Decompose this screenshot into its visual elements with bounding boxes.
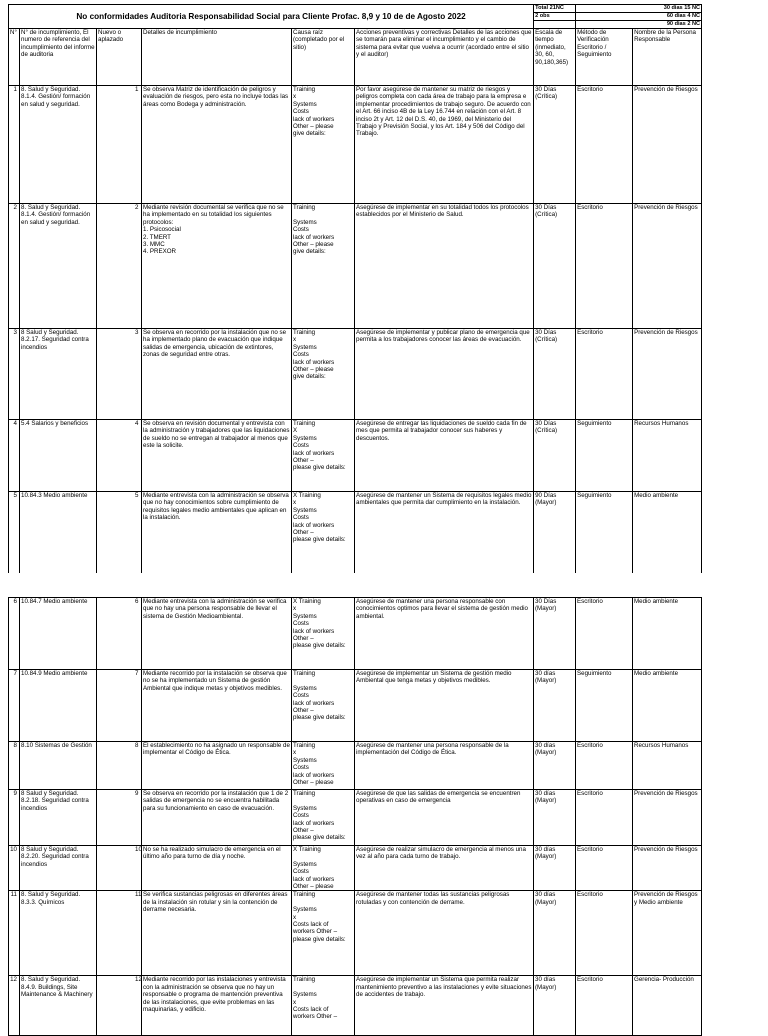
row-number: 5 — [9, 492, 20, 581]
table-row — [9, 598, 702, 670]
verification-method: Escritorio — [576, 891, 633, 976]
corrective-action: Asegúrese de mantener un Sistema de requisitos legales medio ambientales que permita dar cumplimiento en la instalación. — [355, 492, 534, 581]
root-cause — [292, 846, 355, 891]
corrective-action: Asegúrese de mantener una persona responsable con conocimientos optimos para llevar el sistema de gestión medio ambiental. — [355, 598, 534, 670]
responsible-person: Gerencia- Producción — [633, 976, 702, 1036]
row-number: 6 — [9, 598, 20, 670]
responsible-person: Recursos Humanos — [633, 420, 702, 492]
verification-method: Escritorio — [576, 598, 633, 670]
total-90-days: 90 dias 2 NC — [576, 21, 702, 29]
requirement-reference: 10.84.9 Medio ambiente — [20, 670, 97, 742]
new-or-deferred — [97, 891, 142, 976]
table-row — [9, 86, 702, 204]
document-title: No conformidades Auditoria Responsabilidad Social para Cliente Profac. 8,9 y 10 de de Agosto 2022 — [9, 5, 534, 29]
detail-text: Mediante recorrido por las instalaciones y entrevista con la administración se observa que no hay un responsable o programa de mantención preventiva de las instalaciones, que evite problemas en las maquinarias, y edificio. — [143, 976, 290, 1013]
detail-text: Mediante recorrido por la instalación se observa que no se ha implementado un Sistema de gestión Ambiental que indique metas y objetivos medibles. — [143, 670, 290, 692]
detail-text: Se observa en recorrido por la instalación que no se ha implementado plano de evacuación que indique salidas de emergencia, ubicación de extintores, zonas de seguridad entre otras. — [143, 329, 290, 359]
responsible-person: Prevención de Riesgos — [633, 204, 702, 329]
verification-method: Seguimiento — [576, 670, 633, 742]
responsible-person: Medio ambiente — [633, 670, 702, 742]
new-or-deferred — [97, 420, 142, 492]
requirement-reference: 8 Salud y Seguridad. 8.2.20. Seguridad contra incendios — [20, 846, 97, 891]
time-scale: 30 días (Mayor) — [534, 670, 576, 742]
time-scale: 30 Días (Crítica) — [534, 329, 576, 420]
root-cause-text: X Training x Systems Costs lack of workers Other – please give details: — [293, 492, 353, 544]
header-detalles: Detalles de incumplimiento — [142, 29, 292, 86]
header-causa: Causa raíz (completado por el sitio) — [292, 29, 355, 86]
table-row — [9, 492, 702, 581]
requirement-reference: 8 Salud y Seguridad. 8.2.18. Seguridad contra incendios — [20, 790, 97, 846]
sheet-page-2 — [8, 597, 701, 1036]
empty-cell — [534, 21, 576, 29]
root-cause — [292, 420, 355, 492]
corrective-action: Asegúrese de entregar las liquidaciones de sueldo cada fin de mes que permita al trabajador conocer sus haberes y descuentos. — [355, 420, 534, 492]
responsible-person: Recursos Humanos — [633, 742, 702, 790]
header-acciones: Acciones preventivas y correctivas Detalles de las acciones que se tomarán para eliminar el incumplimiento y el cambio de sistema para evitar que vuelva a ocurrir (acordado entre el sitio y el auditor) — [355, 29, 534, 86]
nonconformity-detail: 5 Mediante entrevista con la administración se observa que no hay conocimientos sobre cumplimiento de requisitos legales medio ambientales que aplican en la instalación. — [142, 492, 292, 581]
row-number: 8 — [9, 742, 20, 790]
detail-text: No se ha realizado simulacro de emergencia en el último año para turno de día y noche. — [143, 846, 290, 861]
requirement-reference: 8. Salud y Seguridad. 8.4.9. Buildings, Site Maintenance & Machinery — [20, 976, 97, 1036]
table-row — [9, 420, 702, 492]
nonconformity-detail: 3 Se observa en recorrido por la instalación que no se ha implementado plano de evacuación que indique salidas de emergencia, ubicación de extintores, zonas de seguridad entre otras. — [142, 329, 292, 420]
corrective-action: Asegúrese de implementar y publicar plano de emergencia que permita a los trabajadores conocer las áreas de evacuación. — [355, 329, 534, 420]
time-scale: 30 días (Mayor) — [534, 742, 576, 790]
root-cause — [292, 742, 355, 790]
header-nombre: Nombre de la Persona Responsable — [633, 29, 702, 86]
new-or-deferred — [97, 492, 142, 581]
requirement-reference: 10.84.3 Medio ambiente — [20, 492, 97, 581]
header-ref: N° de incumplimiento, El numero de referencia del incumplimiento del informe de auditoria — [20, 29, 97, 86]
detail-text: Se observa en recorrido por la instalación que 1 de 2 salidas de emergencia no se encuentra habilitada para su funcionamiento en caso de evacuación. — [143, 790, 290, 812]
nonconformity-detail: 11 Se verifica sustancias peligrosas en diferentes áreas de la instalación sin rotular y sin la contención de derrame necesaria. — [142, 891, 292, 976]
new-or-deferred — [97, 598, 142, 670]
new-or-deferred — [97, 670, 142, 742]
nonconformity-detail: 2 Mediante revisión documental se verifica que no se ha implementado en su totalidad los siguientes protocolos: 1. Psicosocial 2. TMERT 3. MMC 4. PREXOR — [142, 204, 292, 329]
table-row — [9, 204, 702, 329]
verification-method: Escritorio — [576, 846, 633, 891]
verification-method: Seguimiento — [576, 492, 633, 581]
requirement-reference: 8. Salud y Seguridad. 8.1.4. Gestión/ formación en salud y seguridad. — [20, 86, 97, 204]
time-scale: 30 días (Mayor) — [534, 976, 576, 1036]
header-n: N° — [9, 29, 20, 86]
total-60-days: 60 dias 4 NC — [576, 13, 702, 21]
page-break — [0, 573, 768, 597]
root-cause — [292, 598, 355, 670]
detail-text: El establecimiento no ha asignado un responsable de implementar el Código de Ética. — [143, 742, 290, 757]
total-obs: 2 obs — [534, 13, 576, 21]
time-scale: 30 días (Mayor) — [534, 846, 576, 891]
requirement-reference: 8 Salud y Seguridad. 8.2.17. Seguridad contra incendios — [20, 329, 97, 420]
root-cause-text: Training Systems Costs lack of workers Other – please give details: — [293, 204, 353, 256]
requirement-reference: 10.84.7 Medio ambiente — [20, 598, 97, 670]
time-scale: 30 Días (Mayor) — [534, 598, 576, 670]
table-row — [9, 790, 702, 846]
row-number: 9 — [9, 790, 20, 846]
responsible-person: Prevención de Riesgos y Medio ambiente — [633, 891, 702, 976]
new-or-deferred — [97, 976, 142, 1036]
responsible-person: Prevención de Riesgos — [633, 329, 702, 420]
requirement-reference: 8.10 Sistemas de Gestión — [20, 742, 97, 790]
verification-method: Escritorio — [576, 204, 633, 329]
root-cause-text: Training x Systems Costs lack of workers Other – please give details: — [293, 329, 353, 381]
row-number: 2 — [9, 204, 20, 329]
nonconformity-detail: 8 El establecimiento no ha asignado un responsable de implementar el Código de Ética. — [142, 742, 292, 790]
table-row — [9, 670, 702, 742]
responsible-person: Prevención de Riesgos — [633, 846, 702, 891]
detail-text: Mediante entrevista con la administración se observa que no hay conocimientos sobre cumplimiento de requisitos legales medio ambientales que aplican en la instalación. — [143, 492, 290, 522]
verification-method: Seguimiento — [576, 420, 633, 492]
root-cause — [292, 492, 355, 581]
root-cause-text: X Training Systems Costs lack of workers Other – please — [293, 846, 353, 890]
verification-method: Escritorio — [576, 742, 633, 790]
row-number: 3 — [9, 329, 20, 420]
header-nuevo: Nuevo o aplazado — [97, 29, 142, 86]
corrective-action: Asegúrese de implementar en su totalidad todos los protocolos establecidos por el Ministerio de Salud. — [355, 204, 534, 329]
time-scale: 30 días (Mayor) — [534, 891, 576, 976]
requirement-reference: 5.4 Salarios y beneficios — [20, 420, 97, 492]
requirement-reference: 8. Salud y Seguridad. 8.3.3. Químicos — [20, 891, 97, 976]
root-cause-text: X Training x Systems Costs lack of workers Other – please give details: — [293, 598, 353, 650]
root-cause-text: Training Systems x Costs lack of workers Other – — [293, 976, 353, 1020]
time-scale: 90 Días (Mayor) — [534, 492, 576, 581]
verification-method: Escritorio — [576, 790, 633, 846]
corrective-action: Asegúrese de que las salidas de emergencia se encuentren operativas en caso de emergencia — [355, 790, 534, 846]
nonconformity-detail: 6 Mediante entrevista con la administración se verifica que no hay una persona responsable de llevar el sistema de Gestión Medioambiental. — [142, 598, 292, 670]
root-cause-text: Training Systems x Costs lack of workers Other – please give details: — [293, 891, 353, 943]
root-cause-text: Training Systems Costs lack of workers Other – please give details: — [293, 670, 353, 722]
time-scale: 30 Días (Crítica) — [534, 420, 576, 492]
nonconformity-detail: 7 Mediante recorrido por la instalación se observa que no se ha implementado un Sistema de gestión Ambiental que indique metas y objetivos medibles. — [142, 670, 292, 742]
root-cause — [292, 329, 355, 420]
time-scale: 30 Días (Crítica) — [534, 204, 576, 329]
header-metodo: Método de Verificación Escritorio / Seguimiento — [576, 29, 633, 86]
row-number: 7 — [9, 670, 20, 742]
nonconformity-table-page-2 — [8, 597, 702, 1036]
new-or-deferred — [97, 204, 142, 329]
root-cause-text: Training Systems Costs lack of workers Other – please give details: — [293, 790, 353, 842]
corrective-action: Asegúrese de realizar simulacro de emergencia al menos una vez al año para cada turno de trabajo. — [355, 846, 534, 891]
table-row — [9, 329, 702, 420]
nonconformity-detail: 1 Se observa Matriz de identificación de peligros y evaluación de riesgos, pero esta no incluye todas las áreas como Bodega y administración. — [142, 86, 292, 204]
table-row — [9, 891, 702, 976]
header-escala: Escala de tiempo (inmediato, 30, 60, 90,180,365) — [534, 29, 576, 86]
nonconformity-detail: 4 Se observa en revisión documental y entrevista con la administración y trabajadores que las liquidaciones de sueldo no se entregan al trabajador al menos que este la solicite. — [142, 420, 292, 492]
nonconformity-detail — [142, 846, 292, 891]
corrective-action: Asegúrese de mantener todas las sustancias peligrosas rotuladas y con contención de derrame. — [355, 891, 534, 976]
responsible-person: Medio ambiente — [633, 492, 702, 581]
root-cause — [292, 670, 355, 742]
detail-text: Se observa en revisión documental y entrevista con la administración y trabajadores que las liquidaciones de sueldo no se entregan al trabajador al menos que este la solicite. — [143, 420, 290, 450]
nonconformity-table-page-1 — [8, 4, 702, 581]
total-30-days: 30 dias 15 NC — [576, 5, 702, 13]
detail-text: Mediante entrevista con la administración se verifica que no hay una persona responsable de llevar el sistema de Gestión Medioambiental. — [143, 598, 290, 620]
requirement-reference: 8. Salud y Seguridad. 8.1.4. Gestión/ formación en salud y seguridad. — [20, 204, 97, 329]
row-number: 4 — [9, 420, 20, 492]
corrective-action: Asegúrese de implementar un Sistema que permita realizar mantenimiento preventivo a las instalaciones y evite situaciones de accidentes de trabajo. — [355, 976, 534, 1036]
table-row — [9, 742, 702, 790]
nonconformity-detail — [142, 976, 292, 1036]
root-cause — [292, 976, 355, 1036]
verification-method: Escritorio — [576, 86, 633, 204]
root-cause — [292, 86, 355, 204]
nonconformity-detail: 9 Se observa en recorrido por la instalación que 1 de 2 salidas de emergencia no se encuentra habilitada para su funcionamiento en caso de evacuación. — [142, 790, 292, 846]
responsible-person: Medio ambiente — [633, 598, 702, 670]
root-cause — [292, 204, 355, 329]
table-row — [9, 976, 702, 1036]
time-scale: 30 días (Mayor) — [534, 790, 576, 846]
sheet-page-1 — [8, 4, 701, 581]
responsible-person: Prevención de Riesgos — [633, 790, 702, 846]
rows-page-2 — [9, 598, 702, 1036]
row-number: 12 — [9, 976, 20, 1036]
detail-text: Se observa Matriz de identificación de peligros y evaluación de riesgos, pero esta no incluye todas las áreas como Bodega y administración. — [143, 86, 290, 108]
root-cause-text: Training x Systems Costs lack of workers Other – please — [293, 742, 353, 786]
root-cause-text: Training x Systems Costs lack of workers Other – please give details: — [293, 86, 353, 138]
new-or-deferred — [97, 329, 142, 420]
detail-text: Mediante revisión documental se verifica que no se ha implementado en su totalidad los siguientes protocolos: 1. Psicosocial 2. TMERT 3. MMC 4. PREXOR — [143, 204, 290, 256]
root-cause — [292, 891, 355, 976]
row-number: 11 — [9, 891, 20, 976]
new-or-deferred — [97, 790, 142, 846]
corrective-action: Asegúrese de implementar un Sistema de gestión medio Ambiental que tenga metas y objetivos medibles. — [355, 670, 534, 742]
root-cause — [292, 790, 355, 846]
table-row — [9, 846, 702, 891]
header-row — [9, 29, 702, 86]
row-number: 10 — [9, 846, 20, 891]
new-or-deferred — [97, 86, 142, 204]
corrective-action: Asegúrese de mantener una persona responsable de la implementación del Código de Ética. — [355, 742, 534, 790]
responsible-person: Prevención de Riesgos — [633, 86, 702, 204]
detail-text: Se verifica sustancias peligrosas en diferentes áreas de la instalación sin rotular y sin la contención de derrame necesaria. — [143, 891, 290, 913]
verification-method: Escritorio — [576, 976, 633, 1036]
corrective-action: Por favor asegúrese de mantener su matriz de riesgos y peligros completa con cada área de trabajo para la empresa e implementar procedimientos de trabajo seguro. De acuerdo con el Art. 66 inciso 4B de la Ley 16.744 en relación con el Art. 8 inciso 2t y Art. 12 del D.S. 40, de 1969, del Ministerio del Trabajo y Previsión Social, y los Art. 184 y 506 del Código del Trabajo. — [355, 86, 534, 204]
verification-method: Escritorio — [576, 329, 633, 420]
time-scale: 30 Días (Crítica) — [534, 86, 576, 204]
total-nc: Total 21NC — [534, 5, 576, 13]
root-cause-text: Training X Systems Costs lack of workers Other – please give details: — [293, 420, 353, 472]
rows-page-1 — [9, 86, 702, 581]
row-number: 1 — [9, 86, 20, 204]
